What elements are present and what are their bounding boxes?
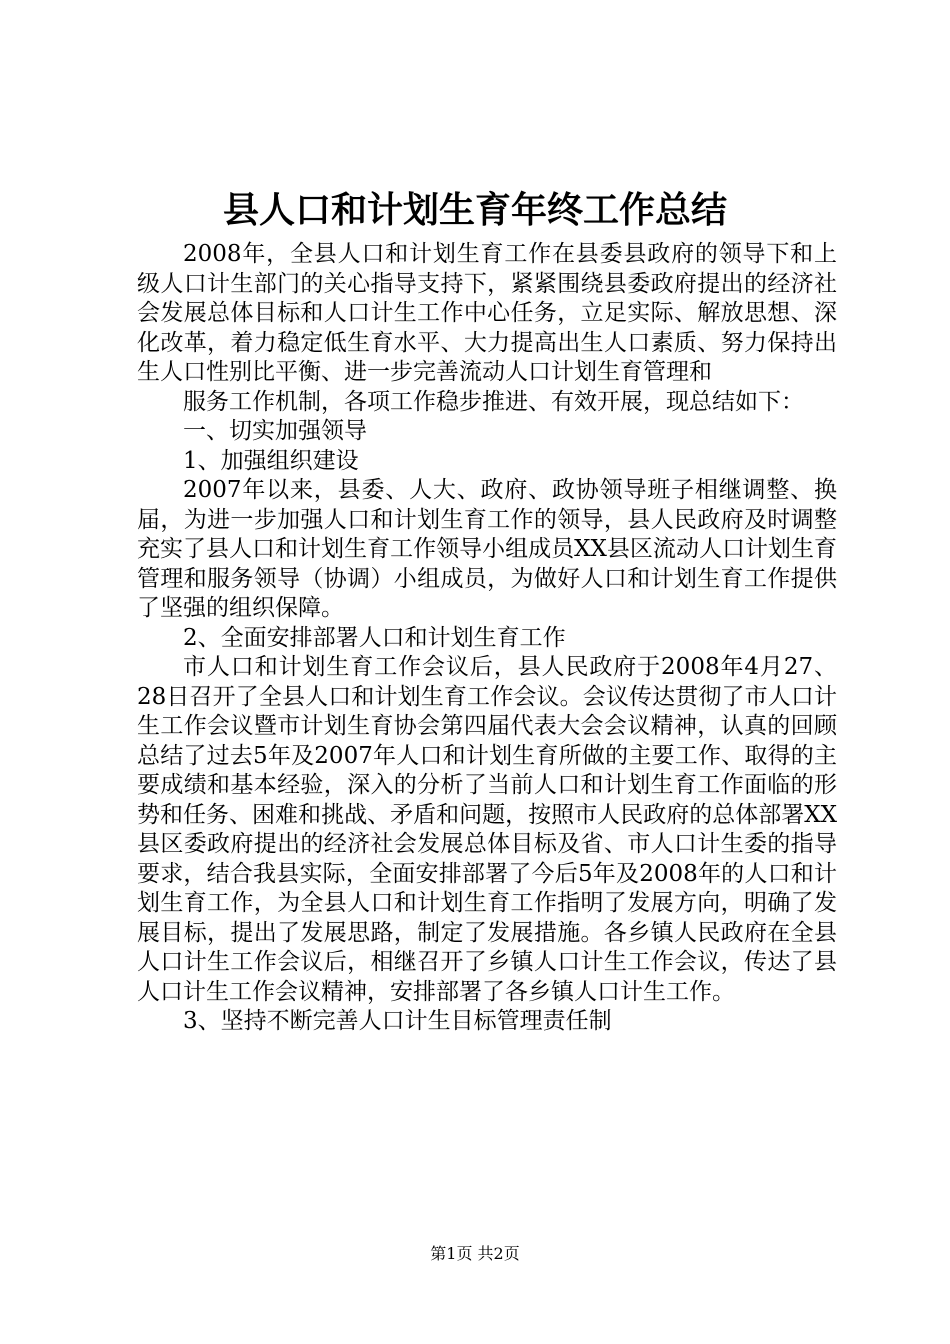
document-title: 县人口和计划生育年终工作总结 [222,189,727,231]
subsection-heading-1-1: 1、加强组织建设 [183,447,359,474]
paragraph-organization: 2007年以来，县委、人大、政府、政协领导班子相继调整、换届，为进一步加强人口和计划生育工作的领导，县人民政府及时调整充实了县人口和计划生育工作领导小组成员XX县区流动人口计划生育管理和服务领导（协调）小组成员，为做好人口和计划生育工作提供了坚强的组织保障。 [137,477,837,621]
paragraph-intro-continued: 服务工作机制，各项工作稳步推进、有效开展，现总结如下： [183,388,804,415]
page-number-footer: 第1页 共2页 [430,1244,520,1263]
subsection-heading-1-2: 2、全面安排部署人口和计划生育工作 [183,624,566,651]
paragraph-intro: 2008年，全县人口和计划生育工作在县委县政府的领导下和上级人口计生部门的关心指导支持下，紧紧围绕县委政府提出的经济社会发展总体目标和人口计生工作中心任务，立足实际、解放思想、深化改革，着力稳定低生育水平、大力提高出生人口素质、努力保持出生人口性别比平衡、进一步完善流动人口计划生育管理和 [137,241,837,385]
paragraph-deployment: 市人口和计划生育工作会议后，县人民政府于2008年4月27、28日召开了全县人口和计划生育工作会议。会议传达贯彻了市人口计生工作会议暨市计划生育协会第四届代表大会会议精神，认真的回顾总结了过去5年及2007年人口和计划生育所做的主要工作、取得的主要成绩和基本经验，深入的分析了当前人口和计划生育工作面临的形势和任务、困难和挑战、矛盾和问题，按照市人民政府的总体部署XX县区委政府提出的经济社会发展总体目标及省、市人口计生委的指导要求，结合我县实际，全面安排部署了今后5年及2008年的人口和计划生育工作，为全县人口和计划生育工作指明了发展方向，明确了发展目标，提出了发展思路，制定了发展措施。各乡镇人民政府在全县人口计生工作会议后，相继召开了乡镇人口计生工作会议，传达了县人口计生工作会议精神，安排部署了各乡镇人口计生工作。 [137,654,837,1005]
subsection-heading-1-3: 3、坚持不断完善人口计生目标管理责任制 [183,1008,612,1034]
section-heading-1: 一、切实加强领导 [183,418,367,444]
document-body [137,240,837,1037]
